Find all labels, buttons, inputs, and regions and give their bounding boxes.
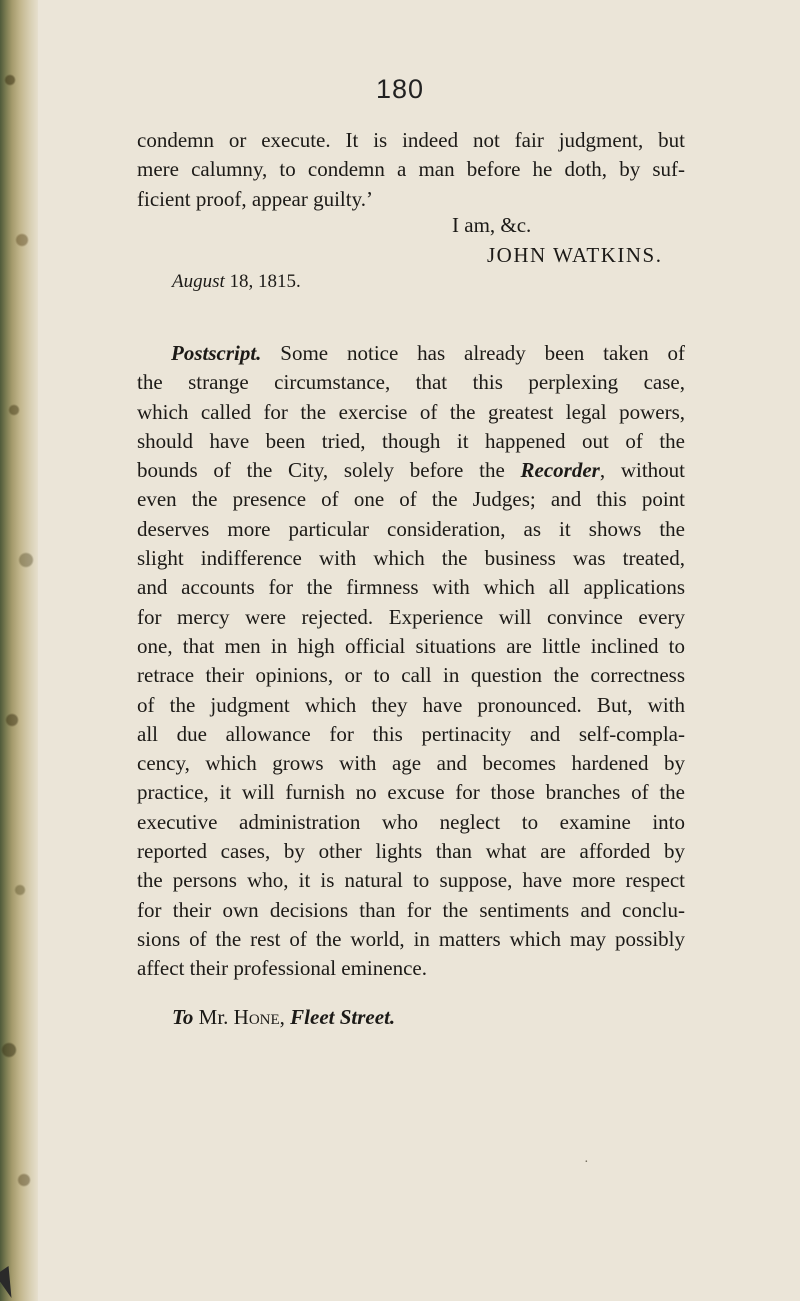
address-name: Hone — [233, 1005, 280, 1029]
postscript-label: Postscript. — [171, 341, 262, 365]
address-line — [172, 1005, 395, 1030]
letter-line: ficient proof, appear guilty.’ — [137, 186, 373, 211]
page-number: 180 — [375, 74, 425, 104]
address-separator: , — [279, 1005, 291, 1029]
postscript-line: should have been tried, though it happened out of the — [137, 428, 685, 453]
postscript-line: for mercy were rejected. Experience will convince every — [137, 604, 685, 629]
postscript-line: which called for the exercise of the greatest legal powers, — [137, 399, 685, 424]
address-mr: Mr. — [193, 1005, 234, 1029]
date-day-year: 18, 1815. — [224, 271, 301, 292]
postscript-line: even the presence of one of the Judges; and this point — [137, 487, 685, 512]
postscript-line: the strange circumstance, that this perplexing case, — [137, 370, 685, 395]
postscript-line — [137, 456, 685, 485]
postscript-line: for their own decisions than for the sentiments and conclu- — [137, 897, 685, 922]
address-street: Fleet Street. — [290, 1005, 396, 1029]
binding-foxing — [0, 0, 40, 1301]
postscript-line: the persons who, it is natural to suppose, have more respect — [137, 868, 685, 893]
letter-signature: JOHN WATKINS. — [487, 243, 663, 267]
letter-paragraph — [137, 126, 685, 214]
postscript-line: practice, it will furnish no excuse for those branches of the — [137, 780, 685, 805]
postscript-text: , without — [599, 458, 686, 483]
postscript-text: bounds of the City, solely before the — [137, 458, 521, 483]
postscript-line: one, that men in high official situations are little inclined to — [137, 633, 685, 658]
letter-line: mere calumny, to condemn a man before he doth, by suf- — [137, 157, 685, 182]
postscript-line: cency, which grows with age and becomes hardened by — [137, 751, 685, 776]
postscript-line: executive administration who neglect to examine into — [137, 809, 685, 834]
ink-speck: · — [584, 1155, 589, 1170]
postscript-text: Some notice has already been taken of — [261, 341, 685, 365]
postscript-line: deserves more particular consideration, as it shows the — [137, 516, 685, 541]
letter-line: condemn or execute. It is indeed not fair judgment, but — [137, 128, 685, 152]
postscript-line: sions of the rest of the world, in matters which may possibly — [137, 926, 685, 951]
date-month: August — [172, 271, 225, 292]
recorder-term: Recorder — [520, 458, 600, 483]
postscript-paragraph — [137, 339, 685, 984]
letter-closing: I am, &c. — [452, 213, 532, 237]
address-to: To — [172, 1005, 194, 1029]
postscript-line: slight indifference with which the business was treated, — [137, 546, 685, 571]
postscript-line: all due allowance for this pertinacity and self-compla- — [137, 721, 685, 746]
postscript-line: of the judgment which they have pronounced. But, with — [137, 692, 685, 717]
postscript-first-line — [137, 339, 685, 368]
postscript-line: retrace their opinions, or to call in question the correctness — [137, 663, 685, 688]
postscript-line: reported cases, by other lights than what are afforded by — [137, 839, 685, 864]
postscript-last-line: affect their professional eminence. — [137, 956, 427, 981]
postscript-line: and accounts for the firmness with which all applications — [137, 575, 685, 600]
letter-date — [172, 271, 301, 293]
